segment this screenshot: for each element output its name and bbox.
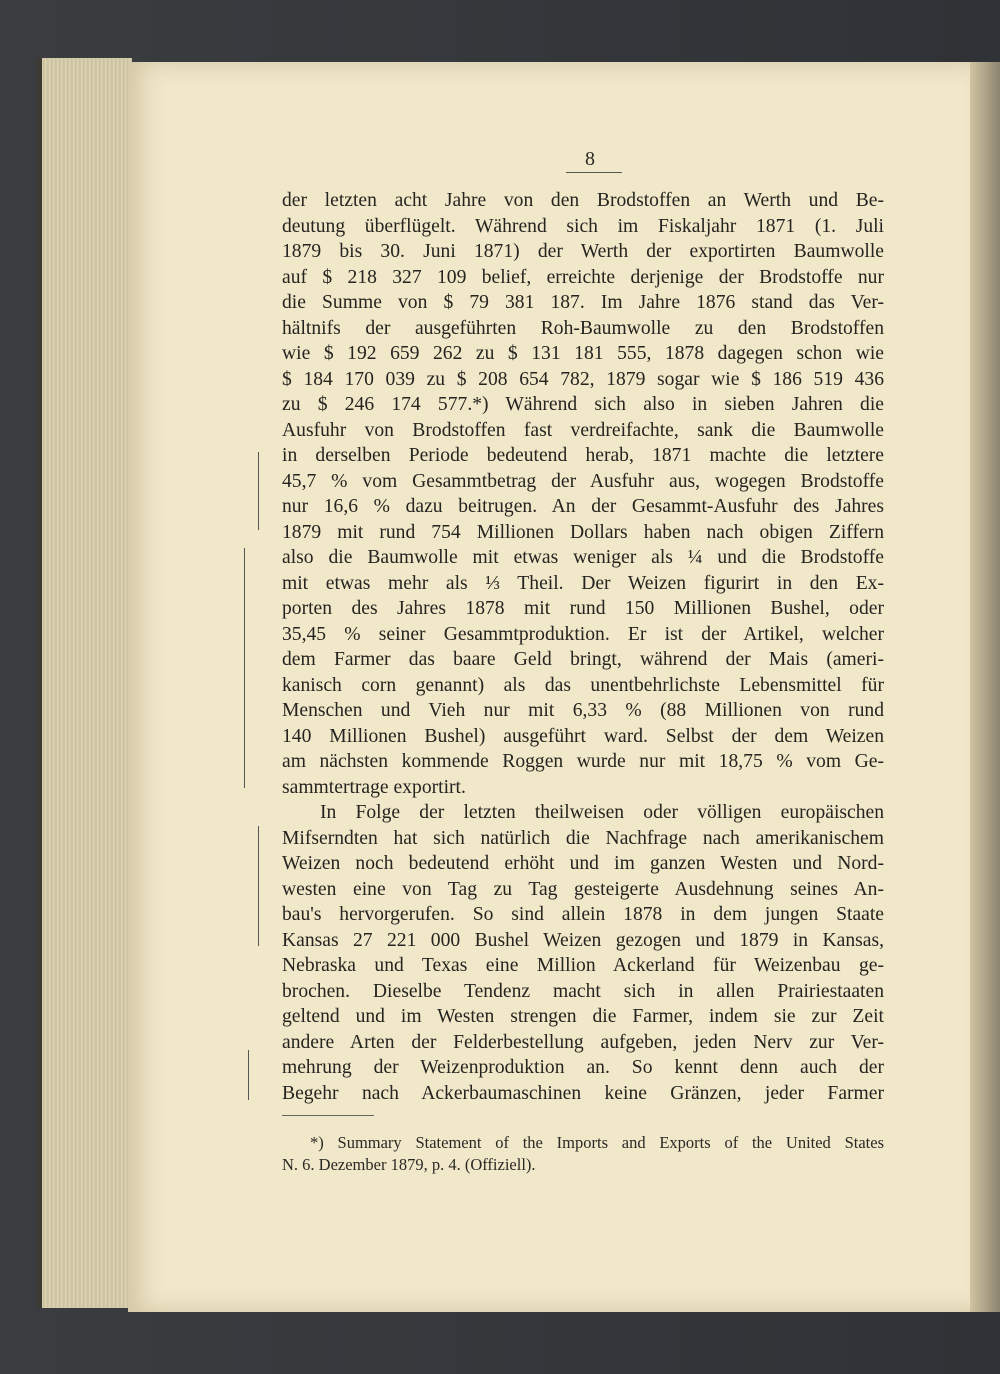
text-line: 45,7 % vom Gesammtbetrag der Ausfuhr aus, wogegen Brodstoffe — [282, 470, 884, 492]
text-line: 140 Millionen Bushel) ausgeführt ward. Selbst der dem Weizen — [282, 725, 884, 747]
text-line: sammtertrage exportirt. — [282, 776, 466, 798]
footnote-line: *) Summary Statement of the Imports and Exports of the United States — [310, 1133, 884, 1152]
page-number: 8 — [585, 148, 595, 170]
text-line: Begehr nach Ackerbaumaschinen keine Gränzen, jeder Farmer — [282, 1082, 884, 1104]
margin-pencil-mark — [258, 452, 259, 530]
text-line: dem Farmer das baare Geld bringt, während der Mais (ameri- — [282, 649, 884, 670]
text-line: nur 16,6 % dazu beitrugen. An der Gesammt-Ausfuhr des Jahres — [282, 496, 884, 517]
text-line: wie $ 192 659 262 zu $ 131 181 555, 1878 dagegen schon wie — [282, 343, 884, 364]
text-line: Weizen noch bedeutend erhöht und im ganzen Westen und Nord- — [282, 853, 884, 874]
text-line: 1879 bis 30. Juni 1871) der Werth der exportirten Baumwolle — [282, 241, 884, 262]
text-line: mit etwas mehr als ⅓ Theil. Der Weizen figurirt in den Ex- — [282, 572, 884, 594]
margin-pencil-mark — [258, 826, 259, 946]
book-page-edges — [36, 58, 132, 1308]
text-line: deutung überflügelt. Während sich im Fiskaljahr 1871 (1. Juli — [282, 215, 884, 237]
text-line: porten des Jahres 1878 mit rund 150 Millionen Bushel, oder — [282, 598, 884, 619]
text-line: geltend und im Westen strengen die Farmer, indem sie zur Zeit — [282, 1006, 884, 1027]
text-line: 35,45 % seiner Gesammtproduktion. Er ist der Artikel, welcher — [282, 623, 884, 645]
text-line: 1879 mit rund 754 Millionen Dollars haben nach obigen Ziffern — [282, 521, 884, 543]
text-line: hältnifs der ausgeführten Roh-Baumwolle zu den Brodstoffen — [282, 317, 884, 339]
margin-pencil-mark — [244, 548, 245, 788]
text-line: am nächsten kommende Roggen wurde nur mit 18,75 % vom Ge- — [282, 751, 884, 772]
text-line: westen eine von Tag zu Tag gesteigerte Ausdehnung seines An- — [282, 878, 884, 900]
text-line: der letzten acht Jahre von den Brodstoffen an Werth und Be- — [282, 190, 884, 211]
text-line: Mifserndten hat sich natürlich die Nachfrage nach amerikanischem — [282, 827, 884, 849]
text-line: zu $ 246 174 577.*) Während sich also in sieben Jahren die — [282, 394, 884, 415]
page-number-rule — [566, 172, 622, 173]
margin-pencil-mark — [248, 1050, 249, 1100]
text-line: auf $ 218 327 109 belief, erreichte derjenige der Brodstoffe nur — [282, 266, 884, 288]
text-line: brochen. Dieselbe Tendenz macht sich in allen Prairiestaaten — [282, 980, 884, 1002]
facing-page-edge — [970, 62, 1000, 1312]
text-line: in derselben Periode bedeutend herab, 1871 machte die letztere — [282, 445, 884, 466]
footnote-rule — [282, 1115, 374, 1116]
body-text — [282, 188, 884, 1106]
text-line: Kansas 27 221 000 Bushel Weizen gezogen und 1879 in Kansas, — [282, 929, 884, 951]
footnote-line: N. 6. Dezember 1879, p. 4. (Offiziell). — [282, 1155, 536, 1174]
text-line: mehrung der Weizenproduktion an. So kennt denn auch der — [282, 1057, 884, 1078]
text-line: die Summe von $ 79 381 187. Im Jahre 1876 stand das Ver- — [282, 292, 884, 313]
footnote — [282, 1132, 884, 1176]
text-line: andere Arten der Felderbestellung aufgeben, jeden Nerv zur Ver- — [282, 1031, 884, 1053]
text-line: Ausfuhr von Brodstoffen fast verdreifachte, sank die Baumwolle — [282, 419, 884, 441]
text-line: In Folge der letzten theilweisen oder völligen europäischen — [320, 802, 884, 823]
text-line: kanisch corn genannt) als das unentbehrlichste Lebensmittel für — [282, 674, 884, 696]
text-line: $ 184 170 039 zu $ 208 654 782, 1879 sogar wie $ 186 519 436 — [282, 368, 884, 390]
text-line: Nebraska und Texas eine Million Ackerland für Weizenbau ge- — [282, 955, 884, 976]
text-line: also die Baumwolle mit etwas weniger als ¼ und die Brodstoffe — [282, 547, 884, 568]
text-line: Menschen und Vieh nur mit 6,33 % (88 Millionen von rund — [282, 700, 884, 721]
text-line: bau's hervorgerufen. So sind allein 1878 in dem jungen Staate — [282, 904, 884, 925]
